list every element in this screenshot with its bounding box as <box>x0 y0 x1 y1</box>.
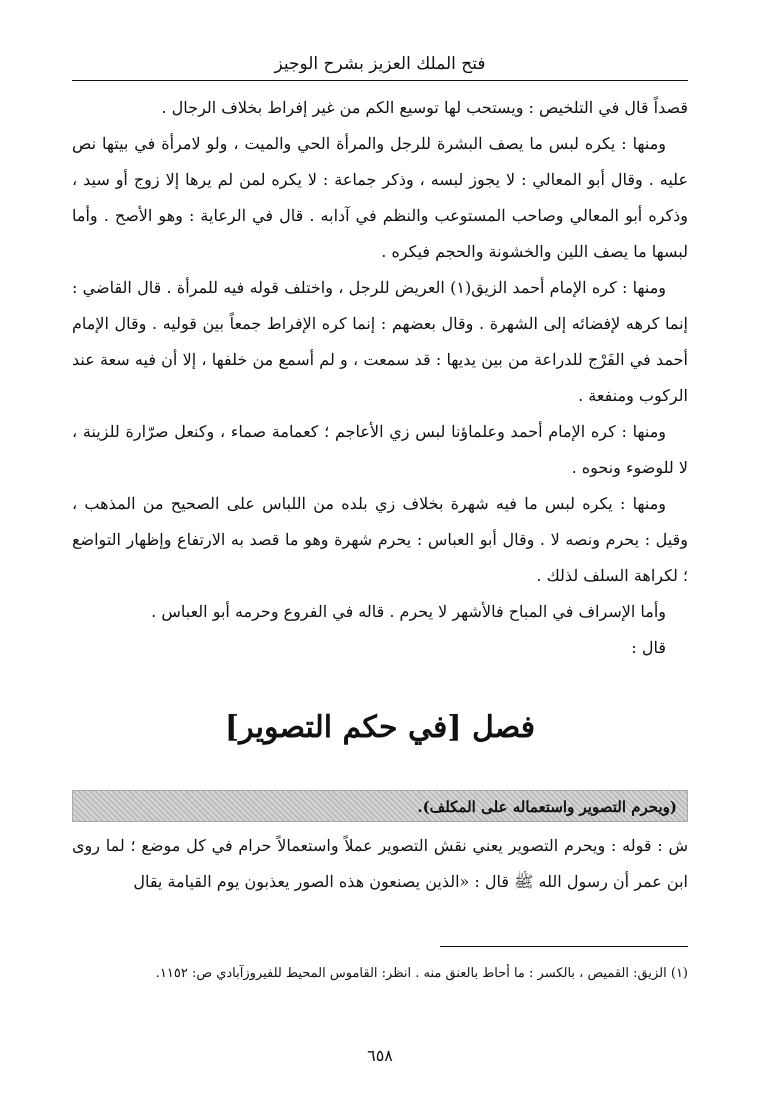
paragraph: ومنها : كره الإمام أحمد وعلماؤنا لبس زي الأعاجم ؛ كعمامة صماء ، وكنعل صرّارة للزينة ، لا للوضوء ونحوه . <box>72 422 688 477</box>
page-number: ٦٥٨ <box>367 1046 393 1065</box>
paragraph: قال : <box>631 638 666 657</box>
paragraph: ومنها : يكره لبس ما يصف البشرة للرجل والمرأة الحي والميت ، ولو لامرأة في بيتها نص عليه . وقال أبو المعالي : لا يجوز لبسه ، وذكر جماعة : لا يكره لمن لم يرها إلا زوج أو سيد ، وذكره أبو المعالي وصاحب المستوعب والنظم في آدابه . قال في الرعاية : وهو الأصح . وأما لبسها ما يصف اللين والخشونة والحجم فيكره . <box>72 134 688 261</box>
body-text <box>72 90 688 666</box>
running-header: فتح الملك العزيز بشرح الوجيز <box>274 54 486 74</box>
paragraph: ش : قوله : ويحرم التصوير يعني نقش التصوير عملاً واستعمالاً حرام في كل موضع ؛ لما روى ابن عمر أن رسول الله ﷺ قال : «الذين يصنعون هذه الصور يعذبون يوم القيامة يقال <box>72 836 688 891</box>
commentary-text <box>72 828 688 900</box>
footnote: (١) الزيق: القميص ، بالكسر : ما أحاط بالعنق منه . انظر: القاموس المحيط للفيروزآبادي ص: ١١٥٢. <box>155 966 688 981</box>
header-rule <box>72 80 688 81</box>
paragraph: ومنها : كره الإمام أحمد الزيق(١) العريض للرجل ، واختلف قوله فيه للمرأة . قال القاضي : إنما كرهه لإفضائه إلى الشهرة . وقال بعضهم : إنما كره الإفراط جمعاً بين قوليه . وقال الإمام أحمد في الفَرْج للدراعة من بين يديها : قد سمعت ، و لم أسمع من خلفها ، إلا أن فيه سعة عند الركوب ومنفعة . <box>72 278 688 405</box>
footnote-rule <box>440 946 688 947</box>
matn-highlight-band <box>72 790 688 822</box>
paragraph: ومنها : يكره لبس ما فيه شهرة بخلاف زي بلده من اللباس على الصحيح من المذهب ، وقيل : يحرم ونصه لا . وقال أبو العباس : يحرم شهرة وهو ما قصد به الارتفاع وإظهار التواضع ؛ لكراهة السلف لذلك . <box>72 494 688 585</box>
section-title: فصل [في حكم التصوير] <box>224 710 536 745</box>
paragraph: قصداً قال في التلخيص : ويستحب لها توسيع الكم من غير إفراط بخلاف الرجال . <box>161 98 688 117</box>
paragraph: وأما الإسراف في المباح فالأشهر لا يحرم . قاله في الفروع وحرمه أبو العباس . <box>151 602 666 621</box>
matn-text: (ويحرم التصوير واستعماله على المكلف). <box>417 798 677 816</box>
